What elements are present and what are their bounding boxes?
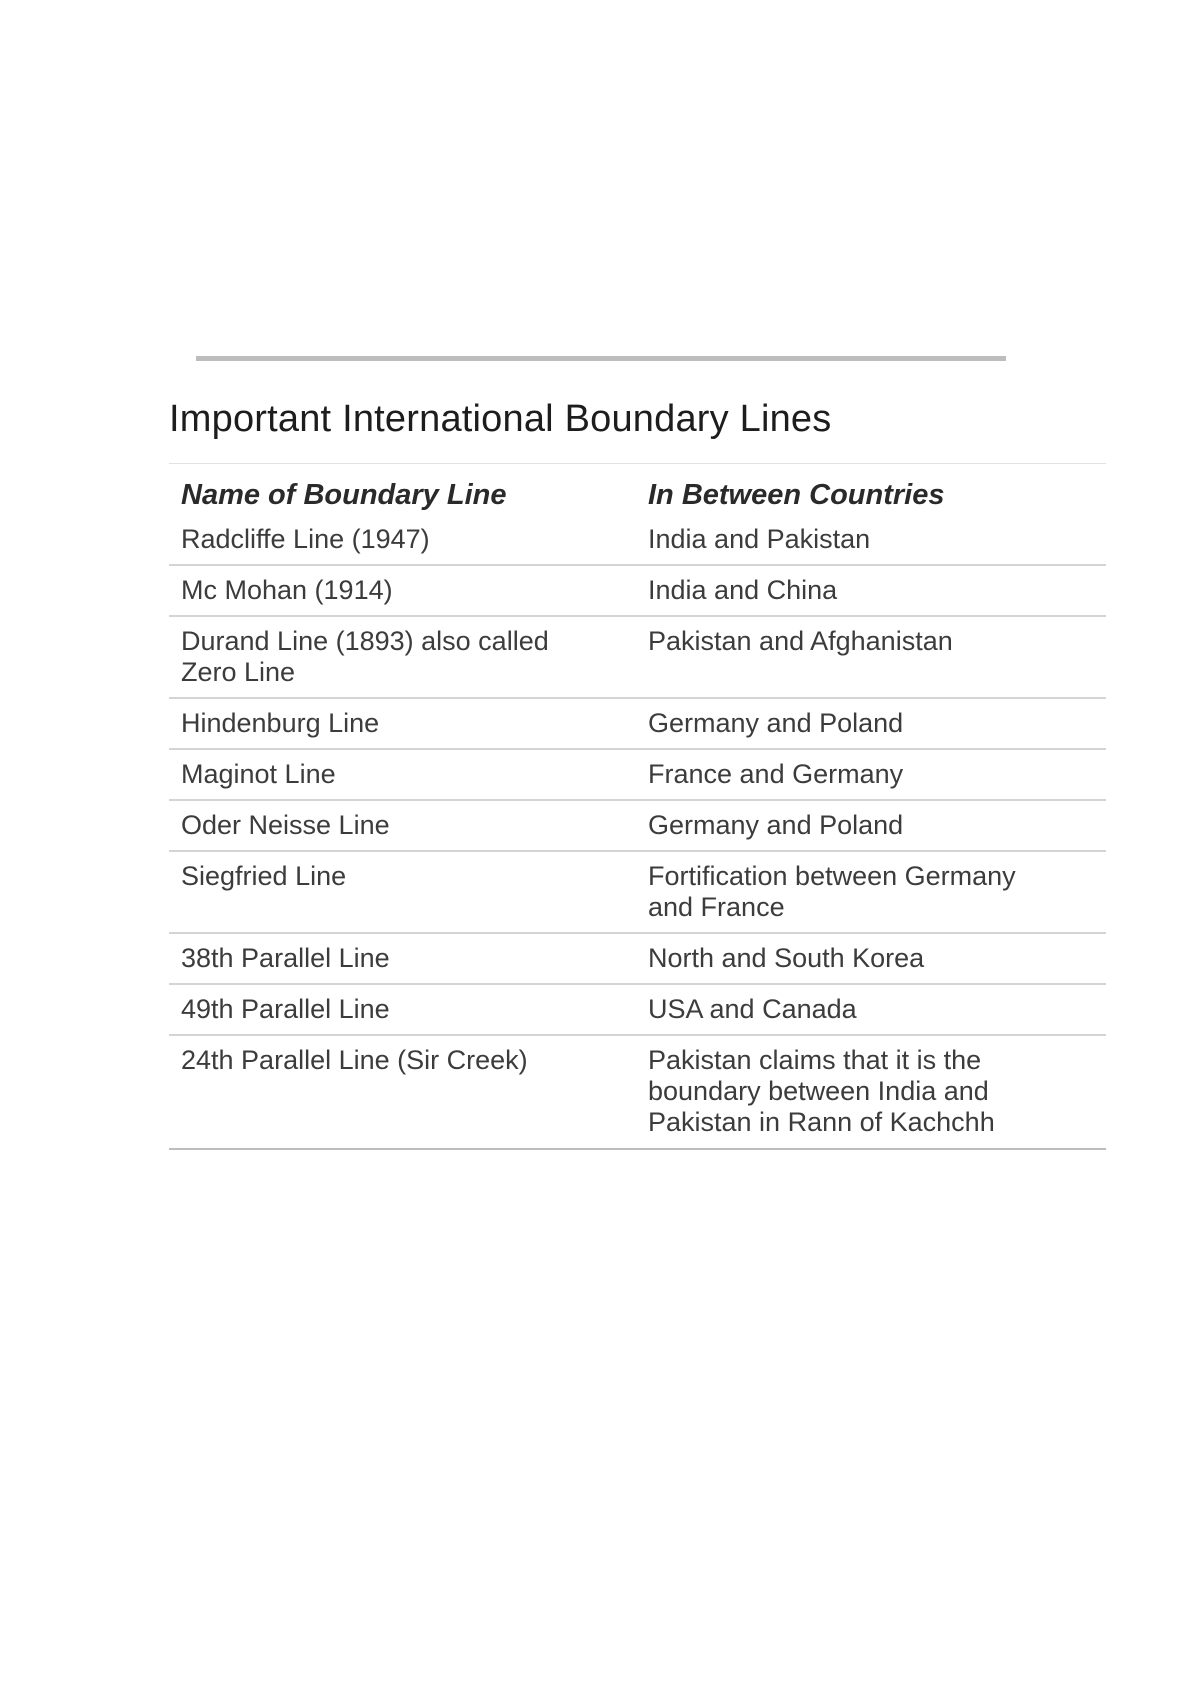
boundary-name-cell: 38th Parallel Line [169,933,636,984]
countries-cell: India and China [636,565,1106,616]
table-row [169,749,1106,800]
countries-cell: Pakistan claims that it is the boundary between India and Pakistan in Rann of Kachchh [636,1035,1106,1149]
countries-cell: Fortification between Germany and France [636,851,1106,933]
boundary-name-cell: Siegfried Line [169,851,636,933]
boundary-name-cell: 49th Parallel Line [169,984,636,1035]
boundary-name-cell: Durand Line (1893) also called Zero Line [169,616,636,698]
countries-cell: USA and Canada [636,984,1106,1035]
boundary-name-cell: Hindenburg Line [169,698,636,749]
boundary-lines-table [169,480,1106,1150]
countries-cell: Germany and Poland [636,800,1106,851]
boundary-name-cell: Mc Mohan (1914) [169,565,636,616]
page-title: Important International Boundary Lines [169,398,832,440]
boundary-name-cell: Radcliffe Line (1947) [169,522,636,565]
table-row [169,616,1106,698]
countries-cell: North and South Korea [636,933,1106,984]
countries-cell: Germany and Poland [636,698,1106,749]
countries-cell: India and Pakistan [636,522,1106,565]
table-row [169,698,1106,749]
boundary-name-cell: Oder Neisse Line [169,800,636,851]
table-header-row [169,480,1106,522]
countries-cell: France and Germany [636,749,1106,800]
boundary-name-cell: 24th Parallel Line (Sir Creek) [169,1035,636,1149]
boundary-name-cell: Maginot Line [169,749,636,800]
table-row [169,1035,1106,1149]
header-countries: In Between Countries [648,479,945,511]
table-row [169,984,1106,1035]
header-boundary-name: Name of Boundary Line [181,479,507,511]
top-divider [196,356,1006,361]
title-divider [169,463,1106,464]
table-row [169,800,1106,851]
table-row [169,851,1106,933]
table-row [169,522,1106,565]
countries-cell: Pakistan and Afghanistan [636,616,1106,698]
table-row [169,933,1106,984]
table-row [169,565,1106,616]
